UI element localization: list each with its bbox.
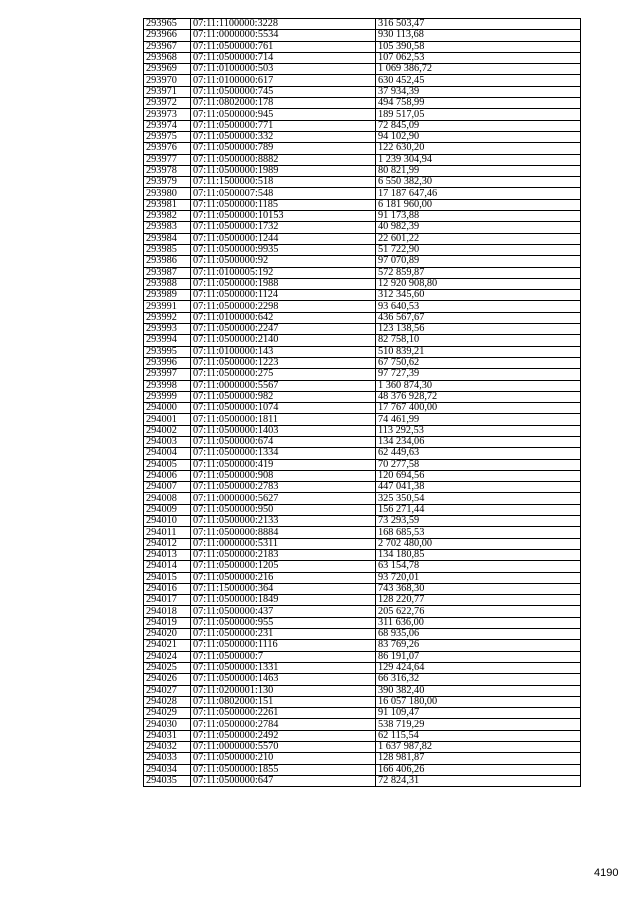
row-number-cell: 294021 [144, 640, 191, 651]
table-row [144, 538, 581, 549]
cadastral-value-cell: 22 601,22 [376, 233, 581, 244]
cadastral-value-cell: 67 750,62 [376, 357, 581, 368]
cadastral-value-cell: 168 685,53 [376, 527, 581, 538]
cadastral-number-cell: 07:11:0500000:1732 [191, 222, 376, 233]
cadastral-value-cell: 6 550 382,30 [376, 177, 581, 188]
cadastral-value-cell: 312 345,60 [376, 290, 581, 301]
cadastral-number-cell: 07:11:1100000:3228 [191, 19, 376, 30]
row-number-cell: 293975 [144, 131, 191, 142]
row-number-cell: 293970 [144, 75, 191, 86]
table-row [144, 549, 581, 560]
cadastral-value-cell: 134 234,06 [376, 436, 581, 447]
row-number-cell: 293984 [144, 233, 191, 244]
row-number-cell: 293988 [144, 278, 191, 289]
row-number-cell: 294035 [144, 775, 191, 786]
cadastral-value-cell: 510 839,21 [376, 346, 581, 357]
cadastral-value-cell: 311 636,00 [376, 617, 581, 628]
row-number-cell: 294014 [144, 561, 191, 572]
table-row [144, 459, 581, 470]
cadastral-value-cell: 572 859,87 [376, 267, 581, 278]
table-row [144, 278, 581, 289]
table-row [144, 482, 581, 493]
cadastral-value-cell: 93 720,01 [376, 572, 581, 583]
cadastral-value-cell: 390 382,40 [376, 685, 581, 696]
table-row [144, 753, 581, 764]
cadastral-number-cell: 07:11:0500000:216 [191, 572, 376, 583]
table-row [144, 742, 581, 753]
row-number-cell: 293966 [144, 30, 191, 41]
cadastral-number-cell: 07:11:0500000:7 [191, 651, 376, 662]
cadastral-value-cell: 68 935,06 [376, 629, 581, 640]
row-number-cell: 293965 [144, 19, 191, 30]
row-number-cell: 294026 [144, 674, 191, 685]
cadastral-number-cell: 07:11:0500000:745 [191, 86, 376, 97]
cadastral-value-cell: 17 187 647,46 [376, 188, 581, 199]
cadastral-value-cell: 63 154,78 [376, 561, 581, 572]
row-number-cell: 294031 [144, 730, 191, 741]
row-number-cell: 294020 [144, 629, 191, 640]
cadastral-number-cell: 07:11:0500000:437 [191, 606, 376, 617]
row-number-cell: 293974 [144, 120, 191, 131]
page-number: 4190 [594, 867, 619, 879]
cadastral-number-cell: 07:11:0500000:1989 [191, 165, 376, 176]
row-number-cell: 293972 [144, 98, 191, 109]
table-row [144, 211, 581, 222]
cadastral-value-cell: 494 758,99 [376, 98, 581, 109]
table-row [144, 662, 581, 673]
table-row [144, 504, 581, 515]
cadastral-number-cell: 07:11:1500000:518 [191, 177, 376, 188]
table-row [144, 290, 581, 301]
cadastral-value-cell: 93 640,53 [376, 301, 581, 312]
row-number-cell: 293973 [144, 109, 191, 120]
cadastral-number-cell: 07:11:0500000:1223 [191, 357, 376, 368]
table-row [144, 86, 581, 97]
cadastral-number-cell: 07:11:0500000:945 [191, 109, 376, 120]
cadastral-number-cell: 07:11:0500000:2261 [191, 708, 376, 719]
cadastral-number-cell: 07:11:0200001:130 [191, 685, 376, 696]
table-row [144, 98, 581, 109]
cadastral-value-cell: 72 845,09 [376, 120, 581, 131]
cadastral-number-cell: 07:11:0500000:771 [191, 120, 376, 131]
table-row [144, 267, 581, 278]
table-row [144, 120, 581, 131]
row-number-cell: 293971 [144, 86, 191, 97]
cadastral-number-cell: 07:11:0500000:2140 [191, 335, 376, 346]
cadastral-number-cell: 07:11:0500000:2298 [191, 301, 376, 312]
cadastral-number-cell: 07:11:0500000:10153 [191, 211, 376, 222]
cadastral-value-cell: 83 769,26 [376, 640, 581, 651]
row-number-cell: 294006 [144, 470, 191, 481]
cadastral-number-cell: 07:11:0500000:1205 [191, 561, 376, 572]
cadastral-number-cell: 07:11:1500000:364 [191, 583, 376, 594]
row-number-cell: 294002 [144, 425, 191, 436]
cadastral-value-cell: 166 406,26 [376, 764, 581, 775]
table-row [144, 764, 581, 775]
table-row [144, 470, 581, 481]
cadastral-number-cell: 07:11:0500000:1124 [191, 290, 376, 301]
row-number-cell: 294024 [144, 651, 191, 662]
cadastral-number-cell: 07:11:0500000:2183 [191, 549, 376, 560]
table-row [144, 312, 581, 323]
cadastral-value-cell: 1 069 386,72 [376, 64, 581, 75]
cadastral-value-cell: 91 173,88 [376, 211, 581, 222]
table-row [144, 222, 581, 233]
table-row [144, 775, 581, 786]
cadastral-number-cell: 07:11:0500000:2133 [191, 516, 376, 527]
cadastral-value-cell: 91 109,47 [376, 708, 581, 719]
row-number-cell: 294008 [144, 493, 191, 504]
cadastral-value-cell: 156 271,44 [376, 504, 581, 515]
cadastral-value-cell: 1 360 874,30 [376, 380, 581, 391]
cadastral-value-cell: 73 293,59 [376, 516, 581, 527]
cadastral-number-cell: 07:11:0000000:5570 [191, 742, 376, 753]
table-row [144, 346, 581, 357]
table-row [144, 595, 581, 606]
table-row [144, 357, 581, 368]
cadastral-value-cell: 72 824,31 [376, 775, 581, 786]
cadastral-number-cell: 07:11:0500000:950 [191, 504, 376, 515]
cadastral-number-cell: 07:11:0500000:231 [191, 629, 376, 640]
table-row [144, 30, 581, 41]
table-row [144, 493, 581, 504]
cadastral-value-cell: 12 920 908,80 [376, 278, 581, 289]
table-row [144, 244, 581, 255]
cadastral-number-cell: 07:11:0000000:5627 [191, 493, 376, 504]
cadastral-value-cell: 930 113,68 [376, 30, 581, 41]
cadastral-value-cell: 74 461,99 [376, 414, 581, 425]
row-number-cell: 293994 [144, 335, 191, 346]
cadastral-number-cell: 07:11:0500000:2247 [191, 324, 376, 335]
cadastral-number-cell: 07:11:0000000:5567 [191, 380, 376, 391]
cadastral-value-cell: 16 057 180,00 [376, 696, 581, 707]
cadastral-value-cell: 129 424,64 [376, 662, 581, 673]
row-number-cell: 293986 [144, 256, 191, 267]
cadastral-value-cell: 325 350,54 [376, 493, 581, 504]
cadastral-value-cell: 447 041,38 [376, 482, 581, 493]
table-row [144, 685, 581, 696]
cadastral-number-cell: 07:11:0000000:5534 [191, 30, 376, 41]
table-row [144, 708, 581, 719]
table-row [144, 64, 581, 75]
table-row [144, 651, 581, 662]
cadastral-number-cell: 07:11:0500000:714 [191, 52, 376, 63]
cadastral-value-cell: 123 138,56 [376, 324, 581, 335]
row-number-cell: 293981 [144, 199, 191, 210]
cadastral-number-cell: 07:11:0500000:1331 [191, 662, 376, 673]
table-row [144, 233, 581, 244]
cadastral-number-cell: 07:11:0500000:2492 [191, 730, 376, 741]
cadastral-number-cell: 07:11:0500000:1988 [191, 278, 376, 289]
row-number-cell: 294032 [144, 742, 191, 753]
table-row [144, 719, 581, 730]
table-row [144, 629, 581, 640]
row-number-cell: 293977 [144, 154, 191, 165]
table-row [144, 131, 581, 142]
row-number-cell: 293979 [144, 177, 191, 188]
cadastral-number-cell: 07:11:0500000:332 [191, 131, 376, 142]
cadastral-number-cell: 07:11:0500007:548 [191, 188, 376, 199]
cadastral-number-cell: 07:11:0500000:92 [191, 256, 376, 267]
cadastral-number-cell: 07:11:0500000:1403 [191, 425, 376, 436]
row-number-cell: 294013 [144, 549, 191, 560]
cadastral-number-cell: 07:11:0500000:647 [191, 775, 376, 786]
cadastral-value-cell: 70 277,58 [376, 459, 581, 470]
cadastral-value-cell: 80 821,99 [376, 165, 581, 176]
cadastral-number-cell: 07:11:0000000:5311 [191, 538, 376, 549]
row-number-cell: 294018 [144, 606, 191, 617]
cadastral-value-cell: 94 102,90 [376, 131, 581, 142]
cadastral-value-cell: 316 503,47 [376, 19, 581, 30]
cadastral-value-cell: 538 719,29 [376, 719, 581, 730]
cadastral-value-cell: 97 727,39 [376, 369, 581, 380]
table-row [144, 674, 581, 685]
row-number-cell: 293993 [144, 324, 191, 335]
row-number-cell: 294025 [144, 662, 191, 673]
row-number-cell: 293978 [144, 165, 191, 176]
table-row [144, 369, 581, 380]
cadastral-number-cell: 07:11:0500000:1849 [191, 595, 376, 606]
table-row [144, 617, 581, 628]
row-number-cell: 294033 [144, 753, 191, 764]
row-number-cell: 294004 [144, 448, 191, 459]
cadastral-value-cell: 120 694,56 [376, 470, 581, 481]
row-number-cell: 293968 [144, 52, 191, 63]
table-row [144, 41, 581, 52]
row-number-cell: 294001 [144, 414, 191, 425]
cadastral-number-cell: 07:11:0500000:1811 [191, 414, 376, 425]
row-number-cell: 293991 [144, 301, 191, 312]
table-row [144, 75, 581, 86]
row-number-cell: 293997 [144, 369, 191, 380]
cadastral-number-cell: 07:11:0500000:674 [191, 436, 376, 447]
cadastral-value-cell: 134 180,85 [376, 549, 581, 560]
table-row [144, 177, 581, 188]
cadastral-number-cell: 07:11:0500000:1334 [191, 448, 376, 459]
cadastral-value-cell: 122 630,20 [376, 143, 581, 154]
row-number-cell: 294009 [144, 504, 191, 515]
cadastral-value-cell: 128 981,87 [376, 753, 581, 764]
table-row [144, 425, 581, 436]
table-row [144, 730, 581, 741]
cadastral-number-cell: 07:11:0500000:908 [191, 470, 376, 481]
cadastral-number-cell: 07:11:0500000:9935 [191, 244, 376, 255]
cadastral-value-cell: 62 115,54 [376, 730, 581, 741]
row-number-cell: 293987 [144, 267, 191, 278]
table-row [144, 154, 581, 165]
row-number-cell: 293989 [144, 290, 191, 301]
cadastral-value-cell: 86 191,07 [376, 651, 581, 662]
cadastral-number-cell: 07:11:0500000:955 [191, 617, 376, 628]
cadastral-number-cell: 07:11:0500000:275 [191, 369, 376, 380]
cadastral-number-cell: 07:11:0100005:192 [191, 267, 376, 278]
cadastral-value-cell: 17 767 400,00 [376, 403, 581, 414]
row-number-cell: 294010 [144, 516, 191, 527]
table-row [144, 414, 581, 425]
cadastral-number-cell: 07:11:0500000:8882 [191, 154, 376, 165]
cadastral-value-cell: 6 181 960,00 [376, 199, 581, 210]
table-row [144, 52, 581, 63]
row-number-cell: 294034 [144, 764, 191, 775]
cadastral-number-cell: 07:11:0500000:2784 [191, 719, 376, 730]
row-number-cell: 294011 [144, 527, 191, 538]
cadastral-value-cell: 66 316,32 [376, 674, 581, 685]
cadastral-number-cell: 07:11:0500000:1185 [191, 199, 376, 210]
table-row [144, 448, 581, 459]
row-number-cell: 293980 [144, 188, 191, 199]
cadastral-value-table [143, 18, 581, 787]
cadastral-number-cell: 07:11:0100000:143 [191, 346, 376, 357]
row-number-cell: 294017 [144, 595, 191, 606]
row-number-cell: 294012 [144, 538, 191, 549]
row-number-cell: 293999 [144, 391, 191, 402]
table-row [144, 606, 581, 617]
cadastral-value-cell: 1 637 987,82 [376, 742, 581, 753]
cadastral-value-cell: 40 982,39 [376, 222, 581, 233]
cadastral-number-cell: 07:11:0802000:151 [191, 696, 376, 707]
cadastral-number-cell: 07:11:0500000:8884 [191, 527, 376, 538]
table-row [144, 696, 581, 707]
cadastral-number-cell: 07:11:0500000:419 [191, 459, 376, 470]
row-number-cell: 293976 [144, 143, 191, 154]
cadastral-value-cell: 48 376 928,72 [376, 391, 581, 402]
row-number-cell: 293983 [144, 222, 191, 233]
cadastral-number-cell: 07:11:0500000:210 [191, 753, 376, 764]
table-row [144, 403, 581, 414]
row-number-cell: 294015 [144, 572, 191, 583]
cadastral-number-cell: 07:11:0100000:642 [191, 312, 376, 323]
table-row [144, 436, 581, 447]
table-row [144, 165, 581, 176]
table-row [144, 199, 581, 210]
row-number-cell: 293967 [144, 41, 191, 52]
table-row [144, 380, 581, 391]
row-number-cell: 293982 [144, 211, 191, 222]
cadastral-number-cell: 07:11:0500000:982 [191, 391, 376, 402]
cadastral-number-cell: 07:11:0500000:1074 [191, 403, 376, 414]
cadastral-value-cell: 630 452,45 [376, 75, 581, 86]
table-row [144, 324, 581, 335]
cadastral-number-cell: 07:11:0500000:2783 [191, 482, 376, 493]
cadastral-value-cell: 1 239 304,94 [376, 154, 581, 165]
row-number-cell: 293995 [144, 346, 191, 357]
cadastral-value-cell: 2 702 480,00 [376, 538, 581, 549]
cadastral-number-cell: 07:11:0500000:1116 [191, 640, 376, 651]
cadastral-value-cell: 205 622,76 [376, 606, 581, 617]
row-number-cell: 294027 [144, 685, 191, 696]
cadastral-value-cell: 113 292,53 [376, 425, 581, 436]
row-number-cell: 294030 [144, 719, 191, 730]
table-row [144, 583, 581, 594]
row-number-cell: 294028 [144, 696, 191, 707]
table-body [144, 19, 581, 787]
row-number-cell: 294003 [144, 436, 191, 447]
cadastral-number-cell: 07:11:0500000:1855 [191, 764, 376, 775]
cadastral-number-cell: 07:11:0100000:617 [191, 75, 376, 86]
cadastral-value-cell: 105 390,58 [376, 41, 581, 52]
row-number-cell: 294007 [144, 482, 191, 493]
cadastral-value-cell: 97 070,89 [376, 256, 581, 267]
row-number-cell: 294019 [144, 617, 191, 628]
row-number-cell: 294005 [144, 459, 191, 470]
row-number-cell: 293998 [144, 380, 191, 391]
cadastral-number-cell: 07:11:0100000:503 [191, 64, 376, 75]
row-number-cell: 293985 [144, 244, 191, 255]
cadastral-number-cell: 07:11:0500000:789 [191, 143, 376, 154]
cadastral-value-cell: 37 934,39 [376, 86, 581, 97]
table-row [144, 527, 581, 538]
row-number-cell: 293996 [144, 357, 191, 368]
row-number-cell: 293969 [144, 64, 191, 75]
table-row [144, 143, 581, 154]
row-number-cell: 293992 [144, 312, 191, 323]
row-number-cell: 294000 [144, 403, 191, 414]
cadastral-number-cell: 07:11:0500000:761 [191, 41, 376, 52]
cadastral-value-cell: 436 567,67 [376, 312, 581, 323]
table-row [144, 109, 581, 120]
cadastral-value-cell: 51 722,90 [376, 244, 581, 255]
table-row [144, 301, 581, 312]
table-row [144, 335, 581, 346]
table-row [144, 572, 581, 583]
cadastral-value-cell: 82 758,10 [376, 335, 581, 346]
table-row [144, 561, 581, 572]
row-number-cell: 294016 [144, 583, 191, 594]
table-row [144, 640, 581, 651]
table-row [144, 188, 581, 199]
cadastral-value-cell: 743 368,30 [376, 583, 581, 594]
cadastral-value-cell: 189 517,05 [376, 109, 581, 120]
table-row [144, 19, 581, 30]
cadastral-value-cell: 62 449,63 [376, 448, 581, 459]
row-number-cell: 294029 [144, 708, 191, 719]
table-row [144, 391, 581, 402]
cadastral-value-cell: 107 062,53 [376, 52, 581, 63]
cadastral-number-cell: 07:11:0500000:1463 [191, 674, 376, 685]
table-row [144, 516, 581, 527]
cadastral-value-cell: 128 220,77 [376, 595, 581, 606]
table-row [144, 256, 581, 267]
cadastral-number-cell: 07:11:0500000:1244 [191, 233, 376, 244]
cadastral-number-cell: 07:11:0802000:178 [191, 98, 376, 109]
